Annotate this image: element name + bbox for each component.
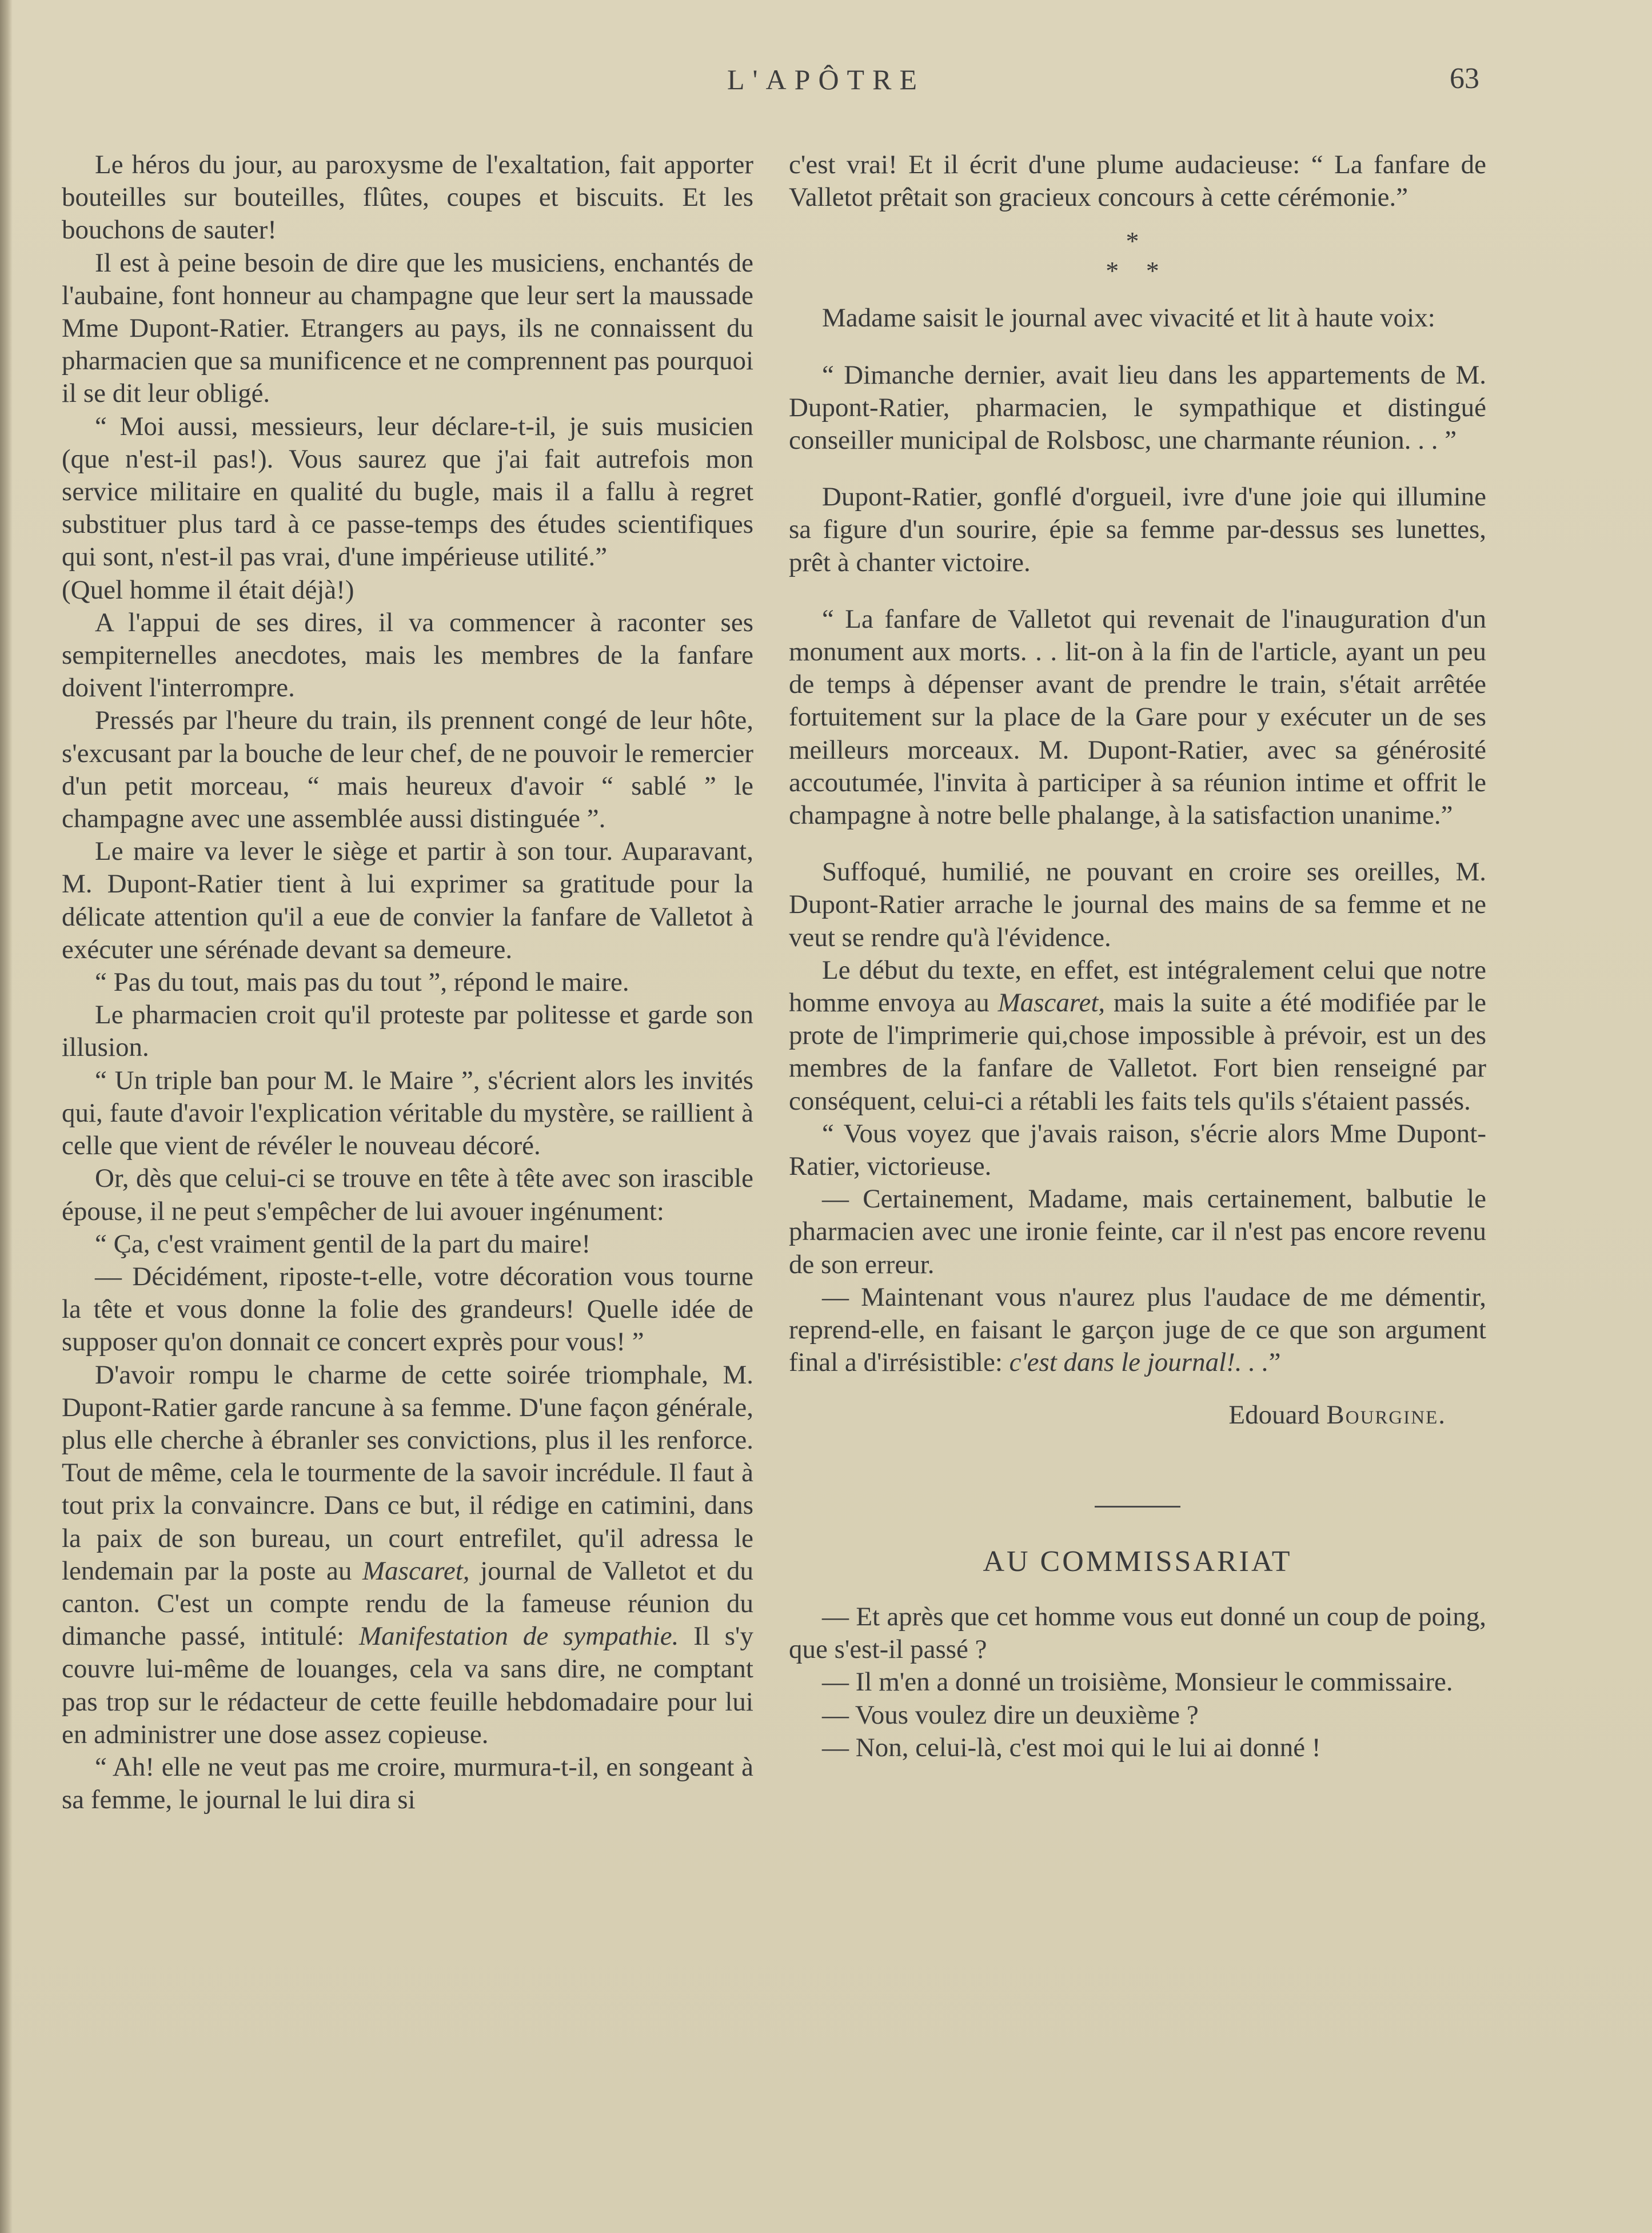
paragraph: Suffoqué, humilié, ne pouvant en croire ses oreilles, M. Dupont-Ratier arrache le journal des mains de sa femme et ne veut se rendre qu'à l'évidence. [789,857,1486,952]
page-binding-shadow [0,0,13,2233]
journal-title: Mascaret, [362,1556,470,1586]
paragraph: — Décidément, riposte-t-elle, votre décoration vous tourne la tête et vous donne la folie des grandeurs! Quelle idée de supposer qu'on donnait ce concert exprès pour vous! ” [62,1261,753,1357]
text-run: mais la suite a été modifiée par le prote de l'imprimerie qui,chose impossible à prévoir, est un des membres de la fanfare de Valletot. Fort bien renseigné par conséquent, celui-ci a rétabli les faits tels qu'ils s'étaient passés. [789,988,1486,1116]
paragraph: c'est vrai! Et il écrit d'une plume audacieuse: “ La fanfare de Valletot prêtait son gracieux concours à cette cérémonie.” [789,150,1486,213]
article-title: Manifestation de sympathie. [358,1621,679,1652]
paragraph: Le maire va lever le siège et partir à son tour. Auparavant, M. Dupont-Ratier tient à lui exprimer sa gratitude pour la délicate attention qu'il a eue de convier la fanfare de Valletot à exécuter une sérénade devant sa demeure. [62,836,753,964]
paragraph: Pressés par l'heure du train, ils prennent congé de leur hôte, s'excusant par la bouche de leur chef, de ne pouvoir le remercier d'un petit morceau, “ mais heureux d'avoir “ sablé ” le champagne avec une assemblée aussi distinguée ”. [62,705,753,834]
paragraph: Madame saisit le journal avec vivacité et lit à haute voix: [822,303,1435,333]
paragraph [789,1281,1486,1379]
author-signature [789,1399,1486,1431]
paragraph [789,954,1486,1118]
paragraph: “ Pas du tout, mais pas du tout ”, répond le maire. [95,967,629,998]
author-last-name: Bourgine. [1326,1399,1446,1430]
paragraph: “ Moi aussi, messieurs, leur déclare-t-il, je suis musicien (que n'est-il pas!). Vous saurez que j'ai fait autrefois mon service militaire en qualité du bugle, mais il a fallu à regret substituer plus tard à ce passe-temps des études scientifiques qui sont, n'est-il pas vrai, d'une impérieuse utilité.” [62,411,753,572]
left-column [62,149,753,1816]
paragraph: A l'appui de ses dires, il va commencer à raconter ses sempiternelles anecdotes, mais les membres de la fanfare doivent l'interrompre. [62,607,753,703]
text-run: Il s'y couvre lui-même de louanges, cela va sans dire, ne comptant pas trop sur le rédacteur de cette feuille hebdomadaire pour lui en administrer une dose assez copieuse. [62,1621,754,1749]
author-first-name: Edouard [1228,1399,1327,1430]
paragraph: (Quel homme il était déjà!) [62,575,354,605]
paragraph [62,1359,753,1751]
page-number: 63 [1450,62,1479,95]
dialogue-line: — Vous voulez dire un deuxième ? [822,1700,1199,1730]
paragraph: Le héros du jour, au paroxysme de l'exaltation, fait apporter bouteilles sur bouteilles, flûtes, coupes et biscuits. Et les bouchons de sauter! [62,150,753,245]
text-run: ” [1268,1347,1281,1378]
text-run: D'avoir rompu le charme de cette soirée triomphale, M. Dupont-Ratier garde rancune à sa femme. D'une façon générale, plus elle cherche à ébranler ses convictions, plus il les renforce. Tout de même, cela le tourmente de la savoir incrédule. Il faut à tout prix la convaincre. Dans ce but, il rédige en catimini, dans la paix de son bureau, un court entrefilet, qu'il adressa le lendemain par la poste au [62,1359,753,1586]
text-run: — Maintenant vous n'aurez plus l'audace de me démentir, reprend-elle, en faisant le garçon juge de ce que son argument final a d'irrésistible: [789,1282,1486,1378]
paragraph: “ Ah! elle ne veut pas me croire, murmura-t-il, en songeant à sa femme, le journal le lui dira si [62,1752,753,1815]
asterism-top: * [1126,226,1150,256]
paragraph: Le pharmacien croit qu'il proteste par politesse et garde son illusion. [62,1000,753,1063]
running-title: L'APÔTRE [727,63,925,95]
paragraph: “ Vous voyez que j'avais raison, s'écrie alors Mme Dupont-Ratier, victorieuse. [789,1118,1486,1182]
quoted-article-paragraph: “ Dimanche dernier, avait lieu dans les appartements de M. Dupont-Ratier, pharmacien, le sympathique et distingué conseiller municipal de Rolsbosc, une charmante réunion. . . ” [789,360,1486,456]
asterism-bottom: * * [1106,256,1170,286]
section-break-asterism [789,226,1486,286]
section-title: AU COMMISSARIAT [983,1545,1292,1578]
paragraph: Dupont-Ratier, gonflé d'orgueil, ivre d'une joie qui illumine sa figure d'un sourire, épie sa femme par-dessus ses lunettes, prêt à chanter victoire. [789,482,1486,577]
paragraph: “ Un triple ban pour M. le Maire ”, s'écrient alors les invités qui, faute d'avoir l'explication véritable du mystère, se raillient à celle que vient de révéler le nouveau décoré. [62,1065,753,1161]
quoted-article-paragraph: “ La fanfare de Valletot qui revenait de l'inauguration d'un monument aux morts. . . lit-on à la fin de l'article, ayant un peu de temps à dépenser avant de prendre le train, s'était arrêtée fortuitement sur la place de la Gare pour y exécuter un de ses meilleurs morceaux. M. Dupont-Ratier, avec sa générosité accoutumée, l'invita à participer à sa réunion intime et offrit le champagne à notre belle phalange, à la satisfaction unanime.” [789,604,1486,831]
dialogue-line: — Il m'en a donné un troisième, Monsieur le commissaire. [822,1667,1453,1697]
journal-title: Mascaret, [997,988,1106,1018]
dialogue-line: — Et après que cet homme vous eut donné un coup de poing, que s'est-il passé ? [789,1601,1486,1665]
text-run: journal de Valletot et du canton. C'est un compte rendu de la fameuse réunion du dimanche passé, intitulé: [62,1556,754,1652]
paragraph: — Certainement, Madame, mais certainement, balbutie le pharmacien avec une ironie feinte, car il n'est pas encore revenu de son erreur. [789,1184,1486,1279]
dialogue-line: — Non, celui-là, c'est moi qui le lui ai donné ! [822,1732,1321,1763]
paragraph: Or, dès que celui-ci se trouve en tête à tête avec son irascible épouse, il ne peut s'empêcher de lui avouer ingénument: [62,1163,753,1226]
paragraph: “ Ça, c'est vraiment gentil de la part du maire! [95,1229,591,1259]
italic-quote: c'est dans le journal!. . . [1009,1347,1269,1378]
paragraph: Il est à peine besoin de dire que les musiciens, enchantés de l'aubaine, font honneur au champagne que leur sert la maussade Mme Dupont-Ratier. Etrangers au pays, ils ne connaissent du pharmacien que sa munificence et ne comprennent pas pourquoi il se dit leur obligé. [62,248,753,409]
right-column [789,149,1486,1764]
section-divider [1095,1506,1180,1508]
text-run: Le début du texte, en effet, est intégralement celui que notre homme envoya au [789,955,1486,1018]
